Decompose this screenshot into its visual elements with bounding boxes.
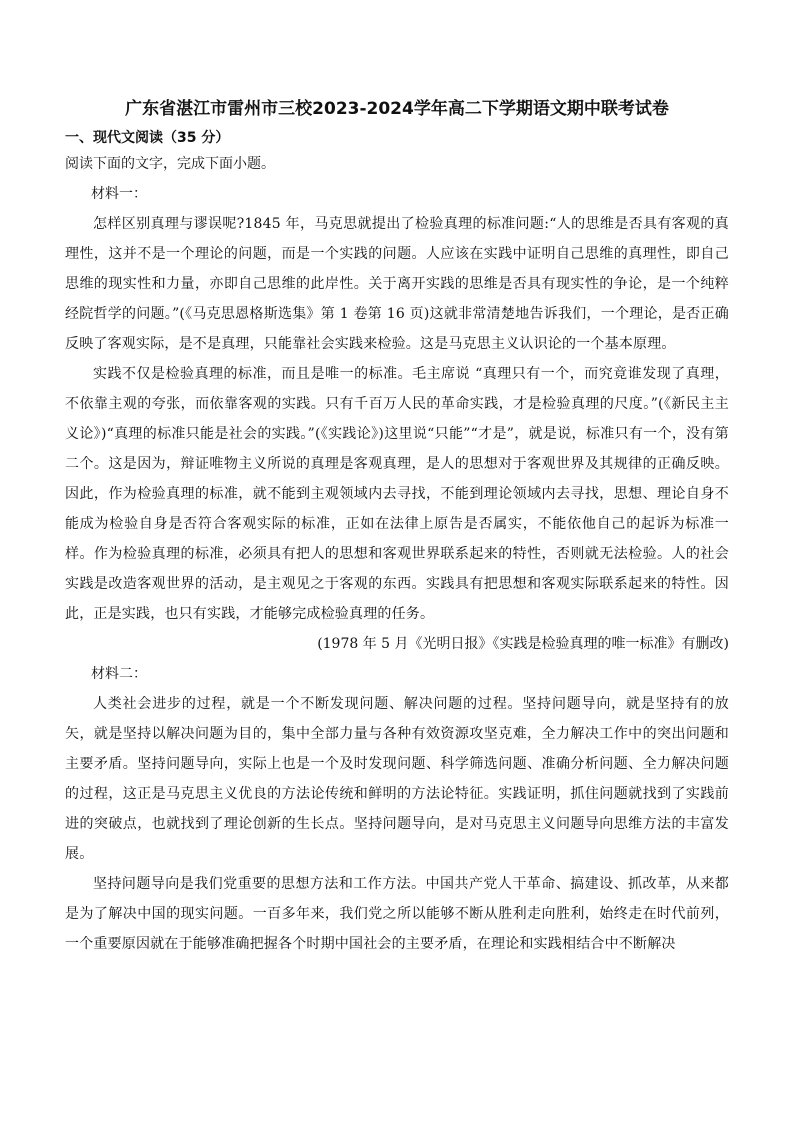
material-two-paragraph: 人类社会进步的过程，就是一个不断发现问题、解决问题的过程。坚持问题导向，就是坚持有的放矢，就是坚持以解决问题为目的，集中全部力量与各种有效资源攻坚克难，全力解决工作中的突出问题和主要矛盾。坚持问题导向，实际上也是一个及时发现问题、科学筛选问题、准确分析问题、全力解决问题的过程，这正是马克思主义优良的方法论传统和鲜明的方法论特征。实践证明，抓住问题就找到了实践前进的突破点，也就找到了理论创新的生长点。坚持问题导向，是对马克思主义问题导向思维方法的丰富发展。: [65, 696, 729, 862]
section-heading: 一、现代文阅读（35 分）: [65, 130, 230, 146]
material-one-paragraph: 实践不仅是检验真理的标准，而且是唯一的标准。毛主席说 “真理只有一个，而究竟谁发现了真理，不依靠主观的夸张，而依靠客观的实践。只有千百万人民的革命实践，才是检验真理的尺度。”(《新民主主义论》)“真理的标准只能是社会的实践。”(《实践论》)这里说“只能”“才是”，就是说，标准只有一个，没有第二个。这是因为，辩证唯物主义所说的真理是客观真理，是人的思想对于客观世界及其规律的正确反映。因此，作为检验真理的标准，就不能到主观领域内去寻找，不能到理论领域内去寻找，思想、理论自身不能成为检验自身是否符合客观实际的标准，正如在法律上原告是否属实，不能依他自己的起诉为标准一样。作为检验真理的标准，必须具有把人的思想和客观世界联系起来的特性，否则就无法检验。人的社会实践是改造客观世界的活动，是主观见之于客观的东西。实践具有把思想和客观实际联系起来的特性。因此，正是实践，也只有实践，才能够完成检验真理的任务。: [65, 366, 729, 622]
material-two-paragraph: 坚持问题导向是我们党重要的思想方法和工作方法。中国共产党人干革命、搞建设、抓改革，从来都是为了解决中国的现实问题。一百多年来，我们党之所以能够不断从胜利走向胜利，始终走在时代前列，一个重要原因就在于能够准确把握各个时期中国社会的主要矛盾，在理论和实践相结合中不断解决: [65, 876, 729, 952]
material-two-label: 材料二：: [91, 666, 147, 682]
page-title: 广东省湛江市雷州市三校2023-2024学年高二下学期语文期中联考试卷: [125, 99, 669, 119]
material-one-source: (1978 年 5 月《光明日报》《实践是检验真理的唯一标准》有删改): [317, 636, 729, 652]
instruction-text: 阅读下面的文字，完成下面小题。: [65, 156, 275, 172]
material-one-paragraph: 怎样区别真理与谬误呢?1845 年，马克思就提出了检验真理的标准问题:“人的思维是否具有客观的真理性，这并不是一个理论的问题，而是一个实践的问题。人应该在实践中证明自己思维的真理性，即自己思维的现实性和力量，亦即自己思维的此岸性。关于离开实践的思维是否具有现实性的争论，是一个纯粹经院哲学的问题。”(《马克思恩格斯选集》第 1 卷第 16 页)这就非常清楚地告诉我们，一个理论，是否正确反映了客观实际，是不是真理，只能靠社会实践来检验。这是马克思主义认识论的一个基本原理。: [65, 216, 729, 352]
material-one-label: 材料一：: [91, 186, 147, 202]
